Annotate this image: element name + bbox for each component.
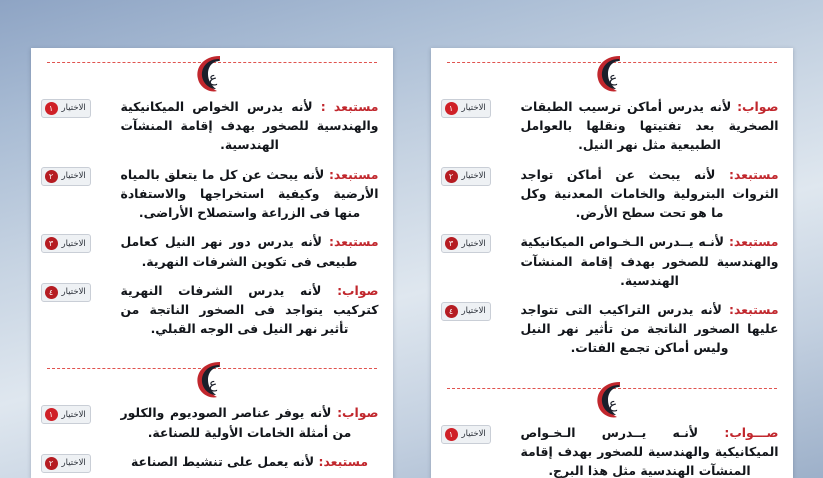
choice-tag[interactable] (441, 167, 491, 186)
answer-lead: مستبعد: (328, 234, 379, 250)
choice-tag[interactable] (41, 454, 91, 473)
choice-tag-label: الاختيار (61, 409, 86, 420)
answer-body: لأنه يدرس أماكن ترسيب الطبقات الصخرية بعد تفتيتها ونقلها بالعوامل الطبيعية مثل نهر النيل. (520, 99, 779, 153)
svg-text:ع: ع (608, 395, 617, 412)
choice-tag-label: الاختيار (61, 170, 86, 181)
question-item (431, 423, 793, 478)
answer-lead: صواب: (337, 405, 379, 421)
svg-text:ع: ع (608, 70, 617, 86)
choice-tag[interactable] (441, 234, 491, 253)
choice-number-badge: ٢ (45, 170, 58, 183)
answer-lead: صواب: (737, 99, 779, 114)
choice-tag[interactable] (41, 405, 91, 424)
choice-tag-label: الاختيار (461, 428, 486, 439)
answer-body: لأنـه يــدرس الـخـواص الميكانيكية والهندسية للصخور بهدف إقامة المنشآت الهندسية. (520, 234, 779, 288)
choice-tag-label: الاختيار (61, 287, 86, 297)
logo-row (431, 377, 793, 423)
question-item (431, 300, 793, 358)
answer-body: لأنه يعمل على تنشيط الصناعة (130, 453, 315, 469)
choice-tag-label: الاختيار (61, 103, 86, 114)
answer-text (45, 281, 379, 339)
answer-body: لأنـه يــدرس الـخـواص الميكانيكية والهندسية للصخور بهدف إقامة المنشآت الهندسية مثل هذا البرج. (520, 424, 779, 478)
choice-number-badge: ٢ (45, 457, 58, 470)
choice-tag[interactable] (41, 283, 91, 302)
choice-number-badge: ٤ (45, 286, 58, 299)
brand-logo-icon (189, 358, 235, 402)
choice-tag-label: الاختيار (461, 306, 486, 317)
answer-lead: مستبعد: (318, 453, 368, 469)
answer-lead: مستبعد: (728, 166, 779, 182)
choice-tag[interactable] (41, 99, 91, 118)
answer-text (445, 300, 779, 358)
answer-text (45, 97, 379, 155)
column-right (431, 48, 793, 478)
question-block (31, 368, 393, 478)
answer-text (445, 165, 779, 223)
answer-text (445, 423, 779, 478)
choice-number-badge: ٢ (445, 170, 458, 183)
choice-number-badge: ٤ (445, 305, 458, 318)
choice-tag[interactable] (441, 302, 491, 321)
answer-lead: مستبعد: (328, 166, 379, 182)
answer-text (45, 403, 379, 441)
svg-text:ع: ع (208, 70, 217, 86)
answer-body: لأنه يوفر عناصر الصوديوم والكلور من أمثلة الخامات الأولية للصناعة. (120, 405, 352, 440)
answer-lead: مستبعد : (320, 99, 379, 114)
choice-tag[interactable] (41, 234, 91, 253)
choice-number-badge: ١ (45, 102, 58, 115)
question-block (431, 388, 793, 478)
question-item (31, 403, 393, 441)
answer-body: لأنه يبحث عن كل ما يتعلق بالمياه الأرضية وكيفية استخراجها والاستفادة منها فى الزراعة واستصلاح الأراضى. (120, 166, 379, 221)
question-item (431, 165, 793, 223)
svg-text:ع: ع (208, 376, 217, 393)
question-item (31, 281, 393, 339)
choice-number-badge: ١ (45, 408, 58, 421)
answer-lead: صـــواب: (724, 424, 779, 440)
question-item (31, 452, 393, 474)
answer-lead: صواب: (337, 282, 379, 298)
question-block (431, 62, 793, 374)
choice-tag-label: الاختيار (461, 238, 486, 249)
logo-row (31, 51, 393, 97)
answer-text (45, 232, 379, 270)
choice-tag-label: الاختيار (61, 238, 86, 249)
choice-number-badge: ١ (445, 428, 458, 441)
choice-tag-label: الاختيار (461, 103, 486, 114)
answer-body: لأنه يدرس الخواص الميكانيكية والهندسية للصخور بهدف إقامة المنشآت الهندسية. (120, 99, 379, 153)
answer-text (45, 452, 379, 471)
column-left (31, 48, 393, 478)
choice-tag-label: الاختيار (61, 458, 86, 469)
question-item (431, 97, 793, 155)
answer-body: لأنه يبحث عن أماكن تواجد الثروات البترولية والخامات المعدنية وكل ما هو تحت سطح الأرض. (520, 166, 779, 221)
question-item (31, 232, 393, 270)
choice-tag[interactable] (441, 99, 491, 118)
question-block (31, 62, 393, 354)
brand-logo-icon (589, 52, 635, 96)
answer-lead: مستبعد: (728, 301, 779, 317)
choice-tag[interactable] (41, 167, 91, 186)
logo-row (31, 357, 393, 403)
logo-row (431, 51, 793, 97)
question-item (431, 232, 793, 290)
answer-lead: مستبعد: (728, 234, 779, 250)
answer-body: لأنه يدرس دور نهر النيل كعامل طبيعى فى تكوين الشرفات النهرية. (120, 234, 358, 269)
answer-text (445, 232, 779, 290)
answer-text (45, 165, 379, 223)
choice-number-badge: ٣ (45, 237, 58, 250)
question-item (31, 97, 393, 155)
question-item (31, 165, 393, 223)
choice-number-badge: ٣ (445, 237, 458, 250)
answer-text (445, 97, 779, 155)
brand-logo-icon (189, 52, 235, 96)
answer-body: لأنه يدرس التراكيب التى تتواجد عليها الصخور الناتجة من تأثير نهر النيل وليس أماكن تجمع الفتات. (520, 301, 779, 356)
choice-tag-label: الاختيار (461, 170, 486, 181)
brand-logo-icon (589, 378, 635, 422)
answer-body: لأنه يدرس الشرفات النهرية كتركيب يتواجد فى الصخور الناتجة من تأثير نهر النيل فى الوجه القبلي. (120, 282, 379, 337)
choice-number-badge: ١ (445, 102, 458, 115)
choice-tag[interactable] (441, 425, 491, 444)
